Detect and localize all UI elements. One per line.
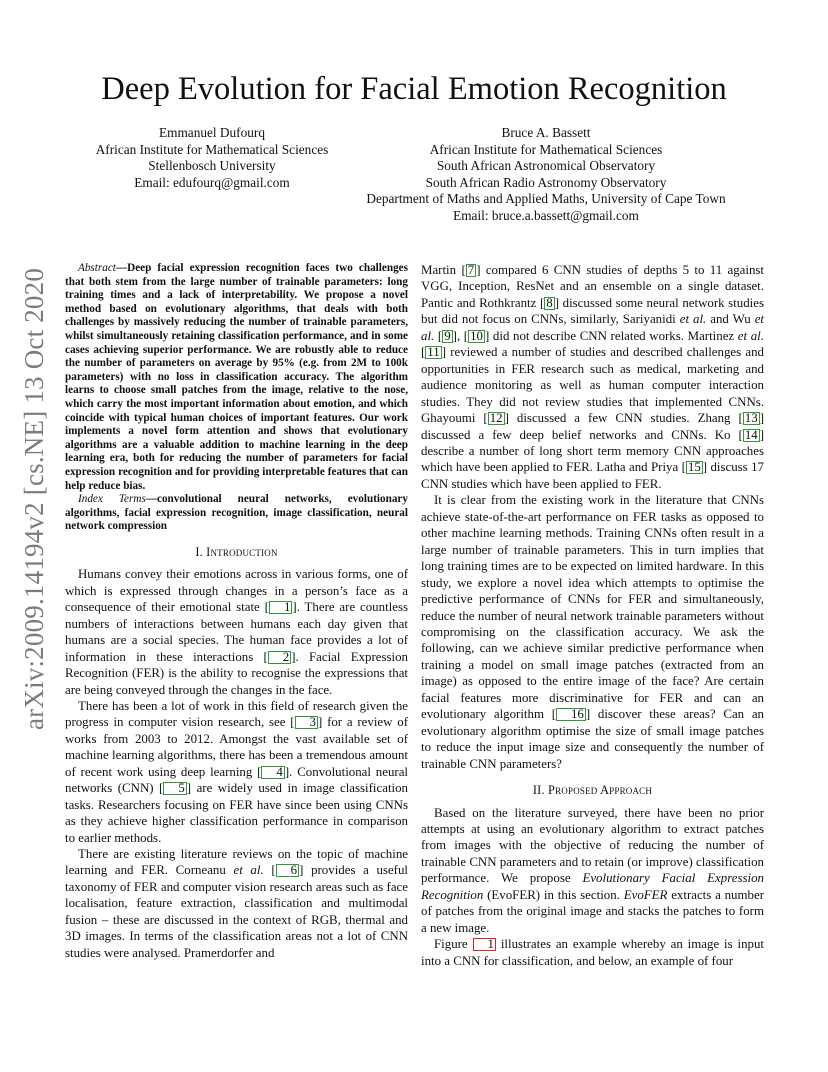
paragraph-text: for a review of works from 2003 to 2012. Amongst the vast available set of machine learning algorithms, there has been a tremendous amount of recent work using deep learning [65,715,408,779]
paragraph-text: , [456,328,464,343]
section-title: Proposed Approach [548,783,653,798]
citation-link[interactable]: 13 [744,411,758,426]
et-al: et al. [421,312,764,343]
section-number: II. [532,783,545,798]
abstract [65,262,408,493]
citation-link[interactable]: 9 [444,328,451,343]
et-al: et al. [737,328,764,343]
paragraph-text: extracts a number of patches from the original image and stacks the patches to form a new image. [421,887,764,935]
paragraph-text: discuss 17 CNN studies which have been applied to FER. [421,460,764,491]
paragraph-text: . Convolutional neural networks (CNN) [65,764,408,796]
paragraph-text: (EvoFER) in this section. [483,887,624,902]
method-name: Evolutionary Facial Expression Recognition [421,871,764,902]
paragraph-text: . Facial Expression Recognition (FER) is the ability to recognise the expressions that are being conveyed through the changes in the face. [65,649,408,697]
author-email: Email: bruce.a.bassett@gmail.com [453,207,639,223]
approach-paragraph-2 [421,936,764,969]
paragraph-text: There are existing literature reviews on the topic of machine learning and FER. Corneanu [65,847,408,878]
citation-link[interactable]: 16 [556,708,586,721]
paper-title: Deep Evolution for Facial Emotion Recognition [101,71,727,107]
paragraph-text [264,863,272,877]
intro-paragraph-2: There has been a lot of work in this field of research given the progress in computer vision research, see [ 3 ] for a review of works from 2003 to 2012. Amongst the vast available set of machine learning algorithms, there has been a tremendous amount of recent work using deep learning [ 4 ]. Convolutional neural networks (CNN) [ 5 ] are widely used in image classification tasks. Researchers focusing on FER have since been using CNNs as they achieve higher classification performance in comparison to earlier methods. [65,698,408,845]
left-column [65,262,408,961]
paragraph-text: provides a useful taxonomy of FER and computer vision research areas such as face localisation, feature extraction, classification and multimodal fusion – these are discussed in the context of RGB, thermal and 3D images. In terms of the classification areas not a lot of CNN studies were analysed. Pramerdorfer and [65,863,408,960]
author-affiliation: African Institute for Mathematical Sciences [429,141,663,157]
intro-paragraph-5: It is clear from the existing work in the literature that CNNs achieve state-of-the-art performance on FER tasks as opposed to other machine learning methods. Training CNNs often result in a large number of trainable parameters. This in turn implies that long training times are to be expected on limited hardware. In this study, we explore a novel idea which attempts to optimise the predictive performance of CNNs for FER and simultaneously, reduce the number of neural network trainable parameters without compromising on the classification accuracy. We ask the following, can we achieve similar predictive performance when training a model on small image patches (extracted from an image) as opposed to the entire image of the face? Are certain facial features more discriminative for FER and can an evolutionary algorithm [ 16 ] discover these areas? Can an evolutionary algorithm optimise the size of small image patches to reduce the input image size and consequently the number of trainable CNN parameters? [421,493,764,771]
citation-link[interactable]: 2 [268,651,291,664]
paragraph-text: It is clear from the existing work in the literature that CNNs achieve state-of-the-art performance on FER tasks as opposed to other machine learning methods. Training CNNs often result in a large number of trainable parameters. This in turn implies that long training times are to be expected on limited hardware. In this study, we explore a novel idea which attempts to optimise the predictive performance of CNNs for FER and simultaneously, reduce the number of neural network trainable parameters without compromising on the classification accuracy. We ask the following, can we achieve similar predictive performance when training a model on small image patches (extracted from an image) as opposed to the entire image of the face? Are certain facial features more discriminative for FER and can an evolutionary algorithm [421,493,764,722]
author-affiliation: Stellenbosch University [148,158,276,174]
section-number: I. [195,544,203,559]
author-email: Email: edufourq@gmail.com [134,174,290,190]
citation-link[interactable]: 15 [687,460,701,475]
author-affiliation: South African Radio Astronomy Observatory [425,174,667,190]
paragraph-text: discover these areas? Can an evolutionary algorithm optimise the size of small image patches to reduce the input image size and consequently the number of trainable CNN parameters? [421,707,764,771]
citation-link[interactable]: 10 [470,328,483,343]
citation-link[interactable]: 4 [261,766,284,779]
paragraph-text [434,329,438,343]
author-affiliation: Department of Maths and Applied Maths, University of Cape Town [366,191,726,207]
paragraph-text: are widely used in image classification tasks. Researchers focusing on FER have since been using CNNs as they achieve higher classification performance in comparison to earlier methods. [65,781,408,845]
intro-paragraph-4: Martin [ 7 ] compared 6 CNN studies of depths 5 to 11 against VGG, Inception, ResNet and an ensemble on a single dataset. Pantic and Rothkrantz [ 8 ] discussed some neural network studies but did not focus on CNNs, similarly, Sariyanidi et al. and Wu et al. [ 9 ], [ 10 ] did not describe CNN related works. Martinez et al. [ 11 ] reviewed a number of studies and described challenges and opportunities in FER research such as medical, marketing and audience monitoring as well as human computer interaction studies. They did not review studies that implemented CNNs. Ghayoumi [ 12 ] discussed a few CNN studies. Zhang [ 13 ] discussed a few deep belief networks and CNNs. Ko [ 14 ] describe a number of long short term memory CNN approaches which have been applied to FER. Latha and Priya [ 15 ] discuss 17 CNN studies which have been applied to FER. [421,263,764,491]
paragraph-text: Humans convey their emotions across in various forms, one of which is expressed through changes in a person’s face as a consequence of their emotional state [65,567,408,615]
figure-reference-link[interactable]: 1 [473,938,496,951]
paragraph-text: and Wu [706,312,755,327]
method-acronym: EvoFER [623,887,668,902]
index-terms-text: —convolutional neural networks, evolutionary algorithms, facial expression recognition, image classification, neural network compression [65,493,408,533]
paragraph-text: illustrates an example whereby an image is input into a CNN for classification, and below, an example of four [421,937,764,968]
citation-link[interactable]: 7 [467,263,475,277]
author-name: Emmanuel Dufourq [159,125,265,140]
approach-paragraph-1 [421,805,764,937]
author-affiliation: African Institute for Mathematical Sciences [95,141,329,157]
abstract-lead: Abstract [78,262,116,274]
paragraph-text: reviewed a number of studies and described challenges and opportunities in FER research such as medical, marketing and audience monitoring as well as human computer interaction studies. They did not review studies that implemented CNNs. Ghayoumi [421,345,764,426]
et-al: et al. [233,863,264,878]
citation-link[interactable]: 14 [744,427,758,442]
arxiv-stamp: arXiv:2009.14194v2 [cs.NE] 13 Oct 2020 [19,267,49,730]
citation-link[interactable]: 3 [295,716,318,729]
paragraph-text: did not describe CNN related works. Martinez [489,328,738,343]
paragraph-text: Martin [421,263,462,277]
abstract-text: —Deep facial expression recognition faces two challenges that both stem from the large number of trainable parameters: long training times and a lack of interpretability. We propose a novel method based on evolutionary algorithms, that deals with both challenges by massively reducing the number of trainable parameters, whilst simultaneously retaining classification performance, and in some cases achieving superior performance. We are robustly able to reduce the number of parameters on average by 95% (e.g. from 2M to 100k parameters) with no loss in classification accuracy. The algorithm learns to choose small patches from the image, relative to the nose, which carry the most important information about emotion, and which coincide with typical human choices of important features. Our work implements a novel form attention and shows that evolutionary algorithms are a valuable addition to machine learning in the deep learning era, both for reducing the number of parameters for facial expression recognition and for providing interpretable features that can help reduce bias. [65,262,408,492]
paragraph-text: There has been a lot of work in this field of research given the progress in computer vision research, see [65,698,408,730]
paragraph-text: Based on the literature surveyed, there have been no prior attempts at using an evolutionary algorithm to extract patches from images with the objective of reducing the number of trainable CNN parameters and to retain (or improve) classification performance. We propose [421,805,764,886]
intro-paragraph-1: Humans convey their emotions across in various forms, one of which is expressed through changes in a person’s face as a consequence of their emotional state [ 1 ]. There are countless numbers of interactions between humans each day given that humans are a social species. The human face provides a lot of information in these interactions [ 2 ]. Facial Expression Recognition (FER) is the ability to recognise the expressions that are being conveyed through the changes in the face. [65,567,408,697]
section-heading-introduction [65,544,408,560]
right-column [421,262,764,969]
section-title: Introduction [206,544,278,559]
paragraph-text: . There are countless numbers of interactions between humans each day given that humans are a social species. The human face provides a lot of information in these interactions [65,600,408,664]
paragraph-text: discussed a few deep belief networks and CNNs. Ko [421,427,739,442]
paragraph-text: Figure [434,937,473,952]
citation-link[interactable]: 12 [489,411,503,426]
section-heading-proposed-approach [421,782,764,798]
author-2 [346,125,746,225]
citation-link[interactable]: 8 [546,295,553,310]
paragraph-text: discussed a few CNN studies. Zhang [508,411,739,426]
index-terms-lead: Index Terms [78,493,146,506]
author-affiliation: South African Astronomical Observatory [436,158,656,174]
author-1 [62,125,362,191]
citation-link[interactable]: 1 [269,601,292,614]
paragraph-text: describe a number of long short term memory CNN approaches which have been applied to FER. Latha and Priya [421,443,764,475]
citation-link[interactable]: 5 [163,782,186,795]
intro-paragraph-3: There are existing literature reviews on the topic of machine learning and FER. Corneanu et al. [ 6 ] provides a useful taxonomy of FER and computer vision research areas such as face localisation, feature extraction, classification and multimodal fusion – these are discussed in the context of RGB, thermal and 3D images. In terms of the classification areas not a lot of CNN studies were analysed. Pramerdorfer and [65,847,408,960]
citation-link[interactable]: 11 [427,345,440,360]
citation-link[interactable]: 6 [276,864,299,877]
et-al: et al. [679,312,707,327]
paragraph-text: discussed some neural network studies but did not focus on CNNs, similarly, Sariyanidi [421,295,764,327]
author-name: Bruce A. Bassett [501,125,591,140]
index-terms [65,493,408,534]
paragraph-text: compared 6 CNN studies of depths 5 to 11 against VGG, Inception, ResNet and an ensemble on a single dataset. Pantic and Rothkrantz [421,263,764,310]
